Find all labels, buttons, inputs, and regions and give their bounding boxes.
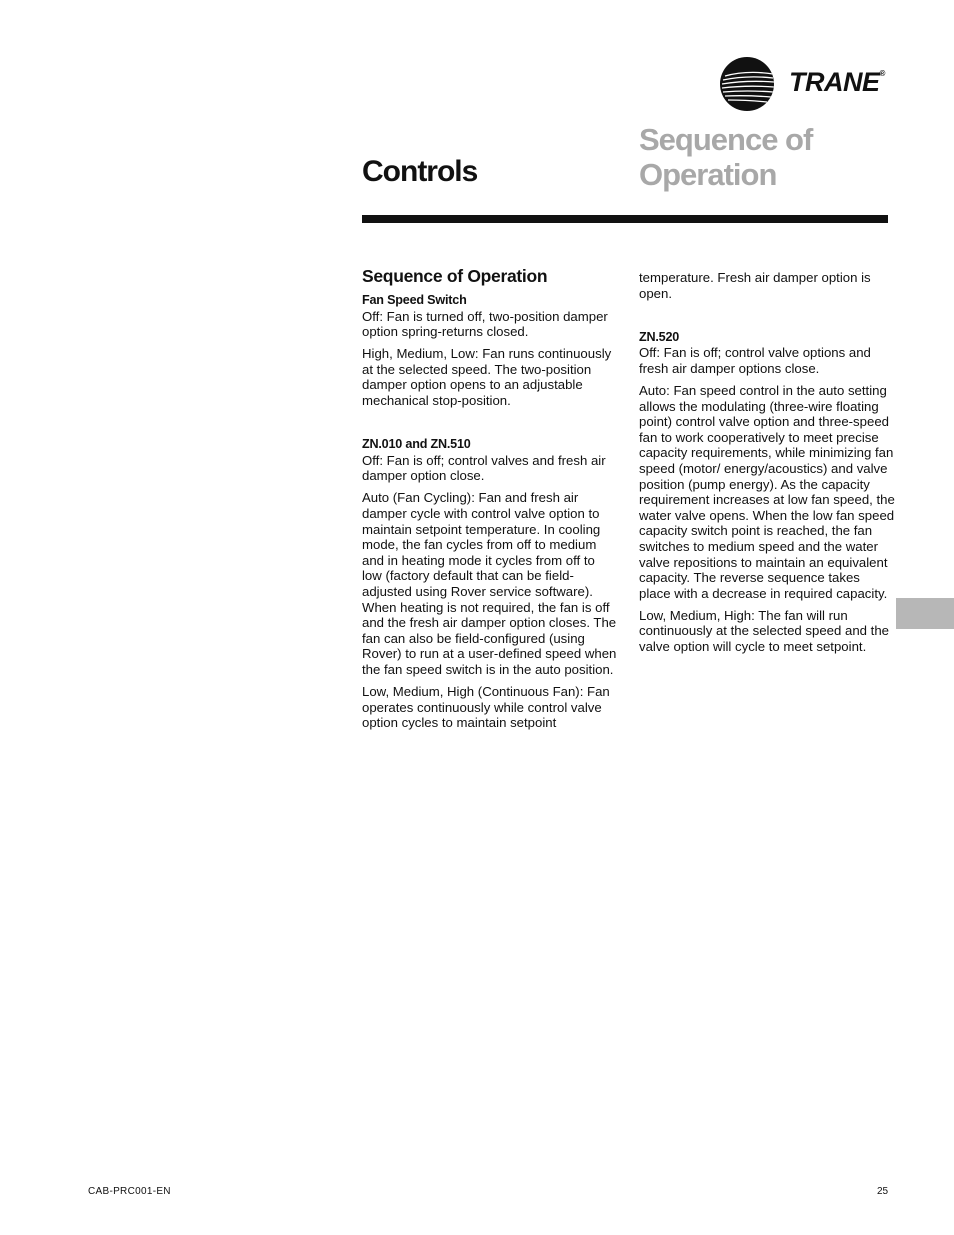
chapter-title-line2: Operation — [639, 157, 777, 192]
paragraph: Low, Medium, High (Continuous Fan): Fan operates continuously while control valve option cycles to maintain setpoint — [362, 684, 610, 731]
trane-wordmark: TRANE® — [789, 67, 885, 97]
trane-globe-icon — [719, 56, 775, 112]
right-column — [639, 270, 895, 661]
paragraph: Low, Medium, High: The fan will run continuously at the selected speed and the valve option will cycle to meet setpoint. — [639, 607, 890, 654]
header-rule — [362, 215, 888, 223]
paragraph: Off: Fan is off; control valves and fresh air damper option close. — [362, 452, 606, 484]
sequence-heading: Sequence of Operation — [362, 266, 548, 286]
paragraph: Auto (Fan Cycling): Fan and fresh air damper cycle with control valve option to maintain setpoint temperature. In cooling mode, the fan cycles from off to medium and in heating mode it cycles from off to low (factory default that can be field-adjusted using Rover service software). When heating is not required, the fan is off and the fresh air damper option closes. The fan can also be field-configured (using Rover) to run at a user-defined speed when the fan speed switch is in the auto position. — [362, 490, 617, 677]
trane-logo — [719, 56, 889, 112]
fan-speed-switch-title: Fan Speed Switch — [362, 293, 467, 307]
chapter-title — [639, 122, 899, 192]
paragraph: Off: Fan is turned off, two-position damper option spring-returns closed. — [362, 308, 608, 340]
doc-code: CAB-PRC001-EN — [88, 1186, 171, 1197]
left-column — [362, 266, 618, 737]
chapter-title-line1: Sequence of — [639, 122, 813, 157]
page-number: 25 — [877, 1186, 889, 1197]
paragraph: High, Medium, Low: Fan runs continuously at the selected speed. The two-position damper option opens to an adjustable mechanical stop-position. — [362, 346, 612, 409]
paragraph: Auto: Fan speed control in the auto setting allows the modulating (three-wire floating point) control valve option and three-speed fan to work cooperatively to meet precise capacity requirements, while minimizing fan speed (motor/ energy/acoustics) and valve position (pump energy). As the capacity requirement increases at low fan speed, the water valve opens. When the low fan speed capacity switch point is reached, the fan switches to medium speed and the water valve repositions to maintain an equivalent capacity. The reverse sequence takes place with a decrease in required capacity. — [639, 382, 895, 601]
section-title: Controls — [362, 155, 478, 188]
zn520-title: ZN.520 — [639, 329, 680, 344]
paragraph: Off: Fan is off; control valve options and fresh air damper options close. — [639, 345, 871, 376]
section-side-tab — [896, 598, 954, 629]
zn010-title: ZN.010 and ZN.510 — [362, 437, 471, 452]
paragraph: temperature. Fresh air damper option is open. — [639, 270, 871, 301]
